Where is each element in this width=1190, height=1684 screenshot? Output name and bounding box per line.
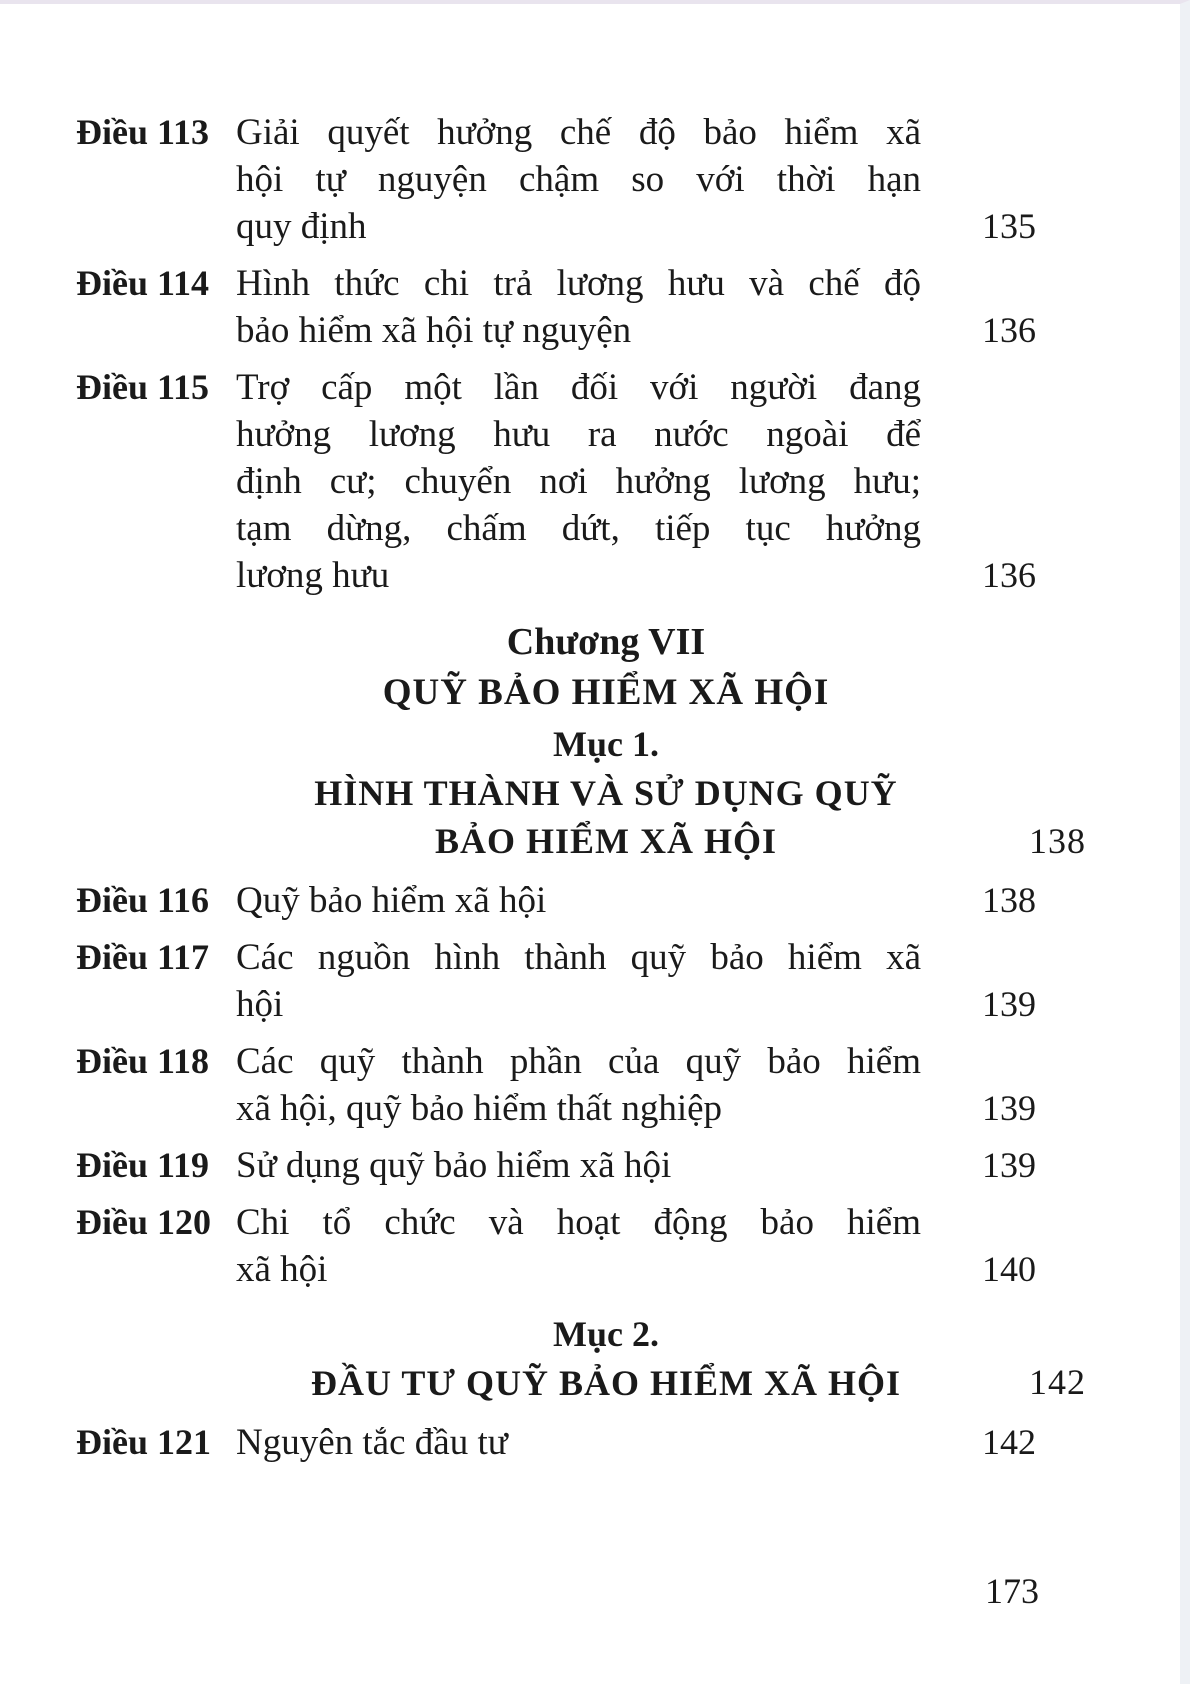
table-of-contents xyxy=(76,109,1086,1476)
article-title xyxy=(236,1419,921,1466)
title-line: bảo hiểm xã hội tự nguyện xyxy=(236,310,632,351)
article-title xyxy=(236,1199,921,1293)
section-1-title-line-1: HÌNH THÀNH VÀ SỬ DỤNG QUỸ xyxy=(314,773,898,813)
article-title xyxy=(236,109,921,250)
article-label: Điều 120 xyxy=(76,1202,211,1242)
article-title xyxy=(236,260,921,354)
article-title xyxy=(236,934,921,1028)
toc-entry-121 xyxy=(76,1419,1036,1466)
page-number: 136 xyxy=(982,555,1036,595)
page-number: 138 xyxy=(982,880,1036,920)
toc-entry-117 xyxy=(76,934,1036,1028)
title-line: Giải quyết hưởng chế độ bảo hiểm xã xyxy=(236,112,921,153)
toc-entry-113 xyxy=(76,109,1036,250)
page-number: 135 xyxy=(982,206,1036,246)
page-number: 139 xyxy=(982,984,1036,1024)
article-title xyxy=(236,364,921,599)
section-1-label: Mục 1. xyxy=(553,724,659,764)
title-line: Các nguồn hình thành quỹ bảo hiểm xã xyxy=(236,937,921,978)
article-label: Điều 114 xyxy=(76,263,210,303)
article-label: Điều 115 xyxy=(76,367,210,407)
title-line: Các quỹ thành phần của quỹ bảo hiểm xyxy=(236,1041,921,1082)
title-line: Quỹ bảo hiểm xã hội xyxy=(236,880,547,921)
toc-entry-120 xyxy=(76,1199,1036,1293)
page-number: 142 xyxy=(1029,1362,1086,1402)
article-label: Điều 113 xyxy=(76,112,210,152)
page-number: 136 xyxy=(982,310,1036,350)
title-line: quy định xyxy=(236,206,367,247)
title-line: Nguyên tắc đầu tư xyxy=(236,1422,508,1463)
toc-entry-115 xyxy=(76,364,1036,599)
article-label: Điều 119 xyxy=(76,1145,210,1185)
chapter-label: Chương VII xyxy=(506,621,706,663)
title-line: Trợ cấp một lần đối với người đang xyxy=(236,367,921,408)
title-line: hội xyxy=(236,984,284,1025)
article-label: Điều 116 xyxy=(76,880,210,920)
page-number: 138 xyxy=(1029,821,1086,861)
page-number: 139 xyxy=(982,1088,1036,1128)
article-label: Điều 118 xyxy=(76,1041,210,1081)
title-line: tạm dừng, chấm dứt, tiếp tục hưởng xyxy=(236,508,921,549)
title-line: xã hội, quỹ bảo hiểm thất nghiệp xyxy=(236,1088,723,1129)
chapter-title: QUỸ BẢO HIỂM XÃ HỘI xyxy=(382,672,830,713)
article-title xyxy=(236,1038,921,1132)
article-label: Điều 121 xyxy=(76,1422,211,1462)
toc-entry-114 xyxy=(76,260,1036,354)
page-number: 142 xyxy=(982,1422,1036,1462)
title-line: hưởng lương hưu ra nước ngoài để xyxy=(236,414,921,455)
title-line: Sử dụng quỹ bảo hiểm xã hội xyxy=(236,1145,672,1186)
article-label: Điều 117 xyxy=(76,937,210,977)
title-line: lương hưu xyxy=(236,555,390,596)
title-line: hội tự nguyện chậm so với thời hạn xyxy=(236,159,921,200)
title-line: Hình thức chi trả lương hưu và chế độ xyxy=(236,263,921,304)
section-2-label: Mục 2. xyxy=(553,1314,659,1354)
footer-page-number: 173 xyxy=(985,1571,1039,1611)
section-1-title-text: BẢO HIỂM XÃ HỘI xyxy=(434,821,778,861)
toc-entry-116 xyxy=(76,877,1036,924)
section-2-title-text: ĐẦU TƯ QUỸ BẢO HIỂM XÃ HỘI xyxy=(310,1363,902,1403)
toc-entry-119 xyxy=(76,1142,1036,1189)
page-number: 139 xyxy=(982,1145,1036,1185)
section-2-title xyxy=(76,1359,1086,1407)
section-1-title-line-2 xyxy=(76,817,1086,865)
title-line: Chi tổ chức và hoạt động bảo hiểm xyxy=(236,1202,921,1243)
page-number: 140 xyxy=(982,1249,1036,1289)
title-line: định cư; chuyển nơi hưởng lương hưu; xyxy=(236,461,921,502)
article-title xyxy=(236,1142,921,1189)
title-line: xã hội xyxy=(236,1249,328,1290)
toc-entry-118 xyxy=(76,1038,1036,1132)
article-title xyxy=(236,877,921,924)
